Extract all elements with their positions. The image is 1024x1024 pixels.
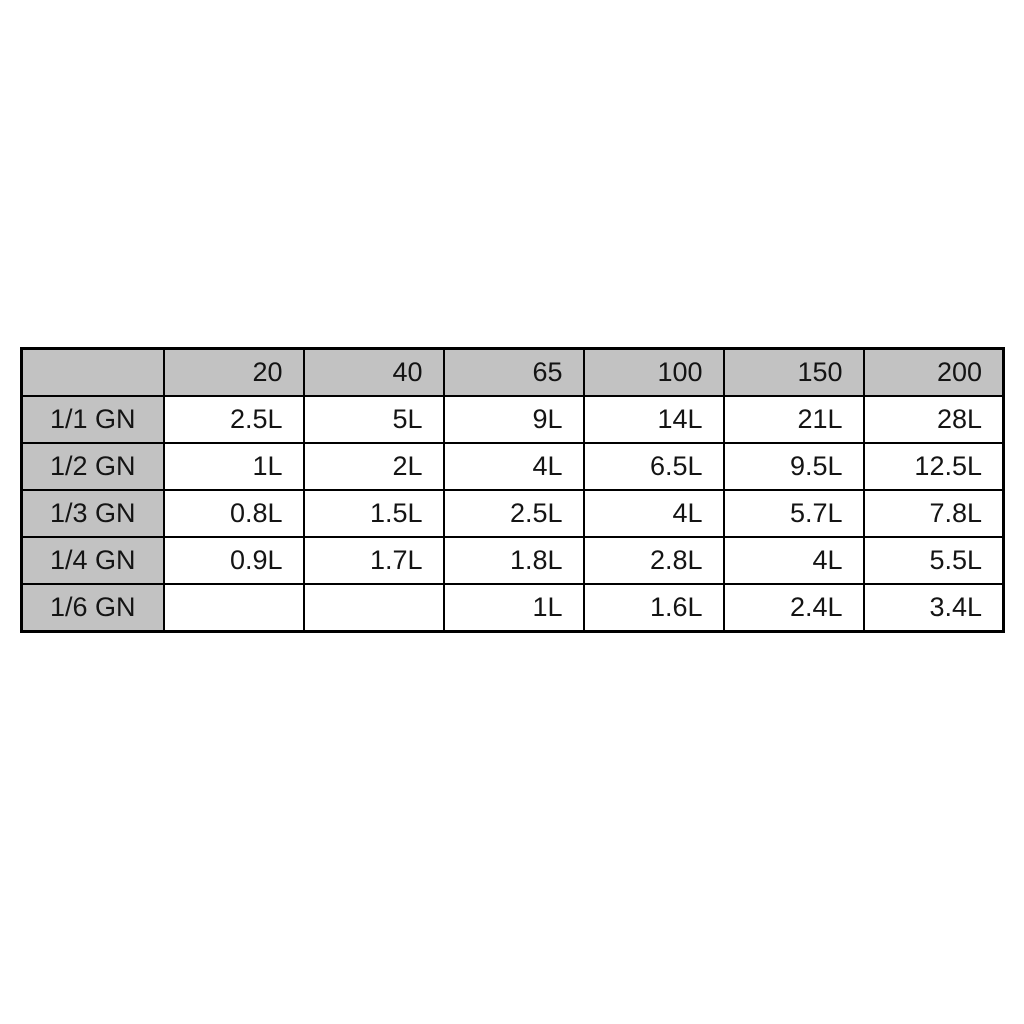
volume-cell: 6.5L [584,443,724,490]
volume-cell: 1.5L [304,490,444,537]
table-row [22,490,1004,537]
row-label: 1/3 GN [22,490,164,537]
gn-volume-table [20,347,1005,633]
volume-cell: 1L [164,443,304,490]
row-label: 1/2 GN [22,443,164,490]
volume-cell [304,584,444,632]
volume-cell: 2.5L [444,490,584,537]
volume-cell: 2.8L [584,537,724,584]
table-row [22,584,1004,632]
header-cell-depth: 40 [304,349,444,397]
volume-cell: 4L [444,443,584,490]
volume-cell: 3.4L [864,584,1004,632]
volume-cell: 1L [444,584,584,632]
volume-cell: 28L [864,396,1004,443]
header-cell-depth: 150 [724,349,864,397]
volume-cell: 14L [584,396,724,443]
header-cell-corner [22,349,164,397]
volume-cell: 0.8L [164,490,304,537]
volume-cell: 1.7L [304,537,444,584]
volume-cell: 21L [724,396,864,443]
header-cell-depth: 200 [864,349,1004,397]
volume-cell: 4L [584,490,724,537]
volume-cell: 9.5L [724,443,864,490]
volume-cell: 7.8L [864,490,1004,537]
row-label: 1/4 GN [22,537,164,584]
volume-cell: 9L [444,396,584,443]
volume-cell: 5.7L [724,490,864,537]
header-cell-depth: 20 [164,349,304,397]
row-label: 1/1 GN [22,396,164,443]
header-row [22,349,1004,397]
volume-cell: 12.5L [864,443,1004,490]
volume-cell: 2.4L [724,584,864,632]
volume-cell: 0.9L [164,537,304,584]
volume-cell: 5.5L [864,537,1004,584]
gn-volume-table-wrap [20,347,1005,633]
header-cell-depth: 65 [444,349,584,397]
volume-cell: 2L [304,443,444,490]
volume-cell: 5L [304,396,444,443]
volume-cell [164,584,304,632]
table-row [22,443,1004,490]
volume-cell: 2.5L [164,396,304,443]
row-label: 1/6 GN [22,584,164,632]
table-row [22,537,1004,584]
volume-cell: 4L [724,537,864,584]
header-cell-depth: 100 [584,349,724,397]
volume-cell: 1.8L [444,537,584,584]
table-row [22,396,1004,443]
volume-cell: 1.6L [584,584,724,632]
